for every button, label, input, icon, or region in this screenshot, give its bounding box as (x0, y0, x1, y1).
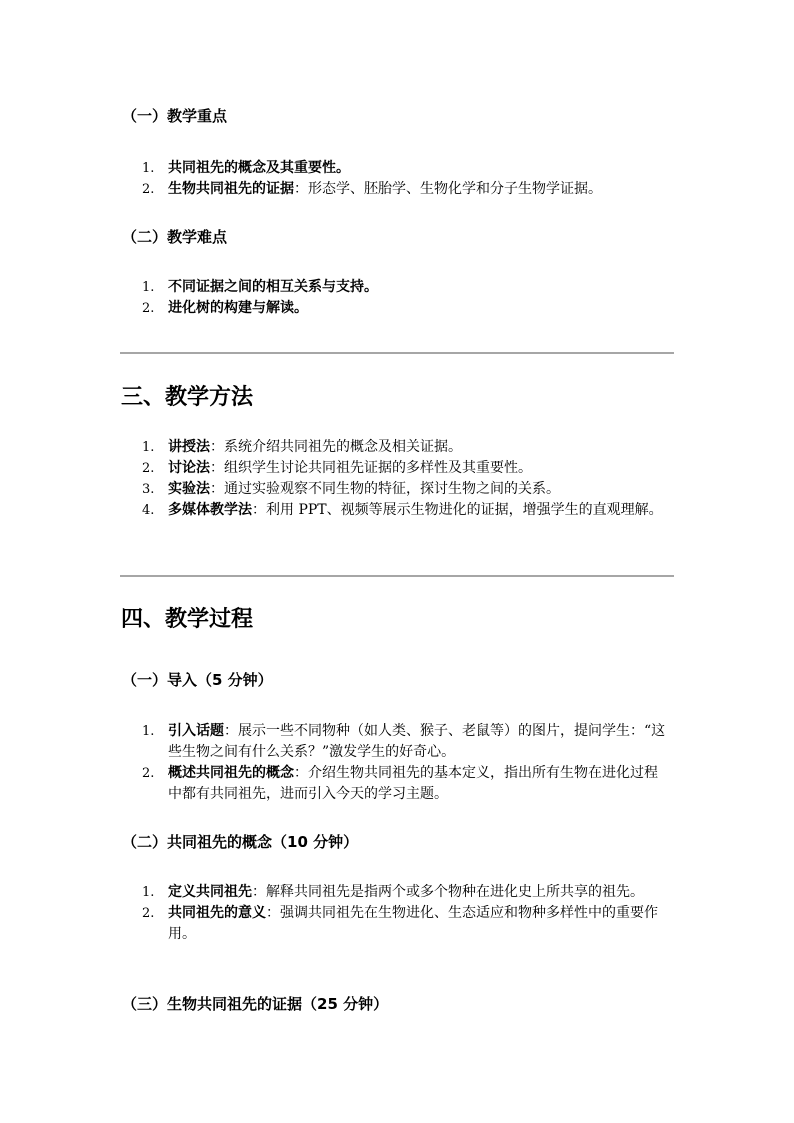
item-lead: 实验法 (168, 481, 210, 497)
item-text: ：展示一些不同物种（如人类、猴子、老鼠等）的图片，提问学生：“这些生物之间有什么关系？”激发学生的好奇心。 (168, 723, 666, 760)
item-lead: 多媒体教学法 (168, 502, 252, 518)
list-item (122, 179, 670, 200)
item-text: ：利用 PPT、视频等展示生物进化的证据，增强学生的直观理解。 (252, 502, 663, 518)
item-number: 1. (142, 161, 155, 176)
list-item (122, 158, 670, 179)
item-number: 1. (142, 724, 155, 739)
item-number: 2. (142, 906, 155, 921)
item-lead: 讨论法 (168, 460, 210, 476)
item-text: ：形态学、胚胎学、生物化学和分子生物学证据。 (294, 181, 602, 197)
item-lead: 不同证据之间的相互关系与支持。 (168, 279, 378, 295)
process-title: 四、教学过程 (121, 607, 254, 632)
item-number: 2. (142, 182, 155, 197)
section-divider (120, 575, 674, 577)
evidence-heading: （三）生物共同祖先的证据（25 分钟） (122, 995, 389, 1013)
methods-list (122, 437, 670, 521)
list-item (122, 721, 670, 763)
methods-title: 三、教学方法 (121, 385, 254, 410)
difficult-points-list (122, 277, 670, 319)
concept-heading: （二）共同祖先的概念（10 分钟） (122, 833, 359, 851)
item-lead: 定义共同祖先 (168, 884, 252, 900)
item-number: 2. (142, 301, 155, 316)
item-text: ：解释共同祖先是指两个或多个物种在进化史上所共享的祖先。 (252, 884, 644, 900)
list-item (122, 437, 670, 458)
item-lead: 共同祖先的概念及其重要性。 (168, 160, 350, 176)
key-points-list (122, 158, 670, 200)
concept-list (122, 882, 670, 945)
item-text: ：介绍生物共同祖先的基本定义，指出所有生物在进化过程中都有共同祖先，进而引入今天的学习主题。 (168, 765, 658, 802)
list-item (122, 763, 670, 805)
list-item (122, 500, 670, 521)
item-number: 4. (142, 503, 155, 518)
item-number: 1. (142, 440, 155, 455)
list-item (122, 458, 670, 479)
list-item (122, 882, 670, 903)
list-item (122, 277, 670, 298)
item-text: ：通过实验观察不同生物的特征，探讨生物之间的关系。 (210, 481, 560, 497)
item-lead: 进化树的构建与解读。 (168, 300, 308, 316)
item-text: ：系统介绍共同祖先的概念及相关证据。 (210, 439, 462, 455)
item-number: 2. (142, 461, 155, 476)
item-lead: 概述共同祖先的概念 (168, 765, 294, 781)
item-lead: 讲授法 (168, 439, 210, 455)
difficult-points-heading: （二）教学难点 (122, 228, 228, 246)
item-number: 1. (142, 885, 155, 900)
item-text: ：组织学生讨论共同祖先证据的多样性及其重要性。 (210, 460, 532, 476)
list-item (122, 479, 670, 500)
item-lead: 引入话题 (168, 723, 224, 739)
item-number: 2. (142, 766, 155, 781)
list-item (122, 903, 670, 945)
intro-list (122, 721, 670, 805)
key-points-heading: （一）教学重点 (122, 107, 228, 125)
intro-heading: （一）导入（5 分钟） (122, 671, 273, 689)
item-text: ：强调共同祖先在生物进化、生态适应和物种多样性中的重要作用。 (168, 905, 658, 942)
item-number: 1. (142, 280, 155, 295)
item-lead: 生物共同祖先的证据 (168, 181, 294, 197)
list-item (122, 298, 670, 319)
section-divider (120, 352, 674, 354)
item-lead: 共同祖先的意义 (168, 905, 266, 921)
item-number: 3. (142, 482, 155, 497)
